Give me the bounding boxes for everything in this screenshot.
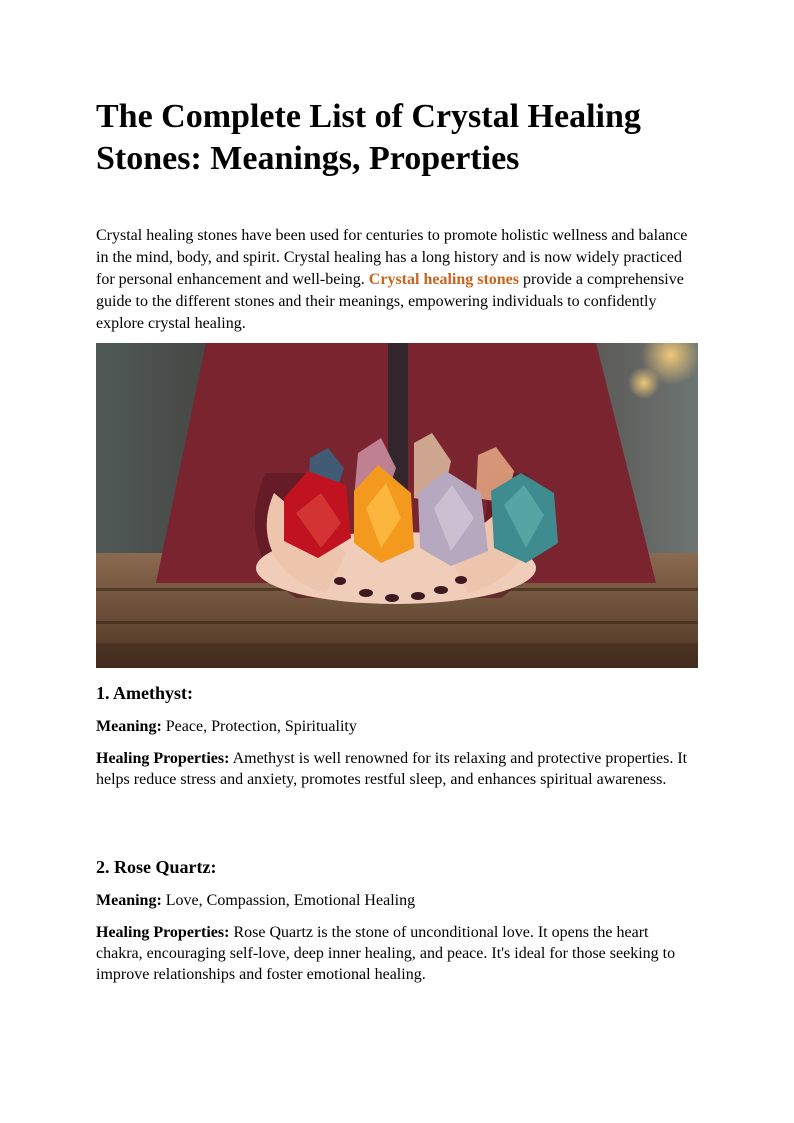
meaning-line [96,716,698,737]
healing-value: Amethyst is well renowned for its relaxing and protective properties. It helps reduce stress and anxiety, promotes restful sleep, and enhances spiritual awareness. [96,750,688,788]
meaning-line [96,890,698,911]
meaning-value: Love, Compassion, Emotional Healing [165,892,416,909]
intro-paragraph [96,225,698,335]
section-amethyst [96,682,698,790]
section-rose-quartz [96,856,698,985]
page-title: The Complete List of Crystal Healing Stones: Meanings, Properties [96,98,641,177]
section-heading: 2. Rose Quartz: [96,857,217,877]
intro-text-start: Crystal healing stones have been used for centuries to promote holistic wellness and balance in the mind, body, and spirit. Crystal healing has a long history and is now widely practiced for personal enhancement and well-being. [96,227,688,288]
hero-image-hands-holding-crystals [96,343,698,668]
healing-properties-paragraph [96,922,698,985]
healing-label: Healing Properties: [96,750,230,767]
healing-properties-paragraph [96,748,698,790]
meaning-value: Peace, Protection, Spirituality [165,718,357,735]
healing-label: Healing Properties: [96,924,230,941]
intro-text-end: provide a comprehensive guide to the different stones and their meanings, empowering individuals to confidently explore crystal healing. [96,271,684,332]
section-heading: 1. Amethyst: [96,683,193,703]
meaning-label: Meaning: [96,718,162,735]
meaning-label: Meaning: [96,892,162,909]
crystal-healing-stones-link[interactable]: Crystal healing stones [368,271,520,288]
healing-value: Rose Quartz is the stone of unconditional love. It opens the heart chakra, encouraging self-love, deep inner healing, and peace. It's ideal for those seeking to improve relationships and foster emotional healing. [96,924,676,983]
